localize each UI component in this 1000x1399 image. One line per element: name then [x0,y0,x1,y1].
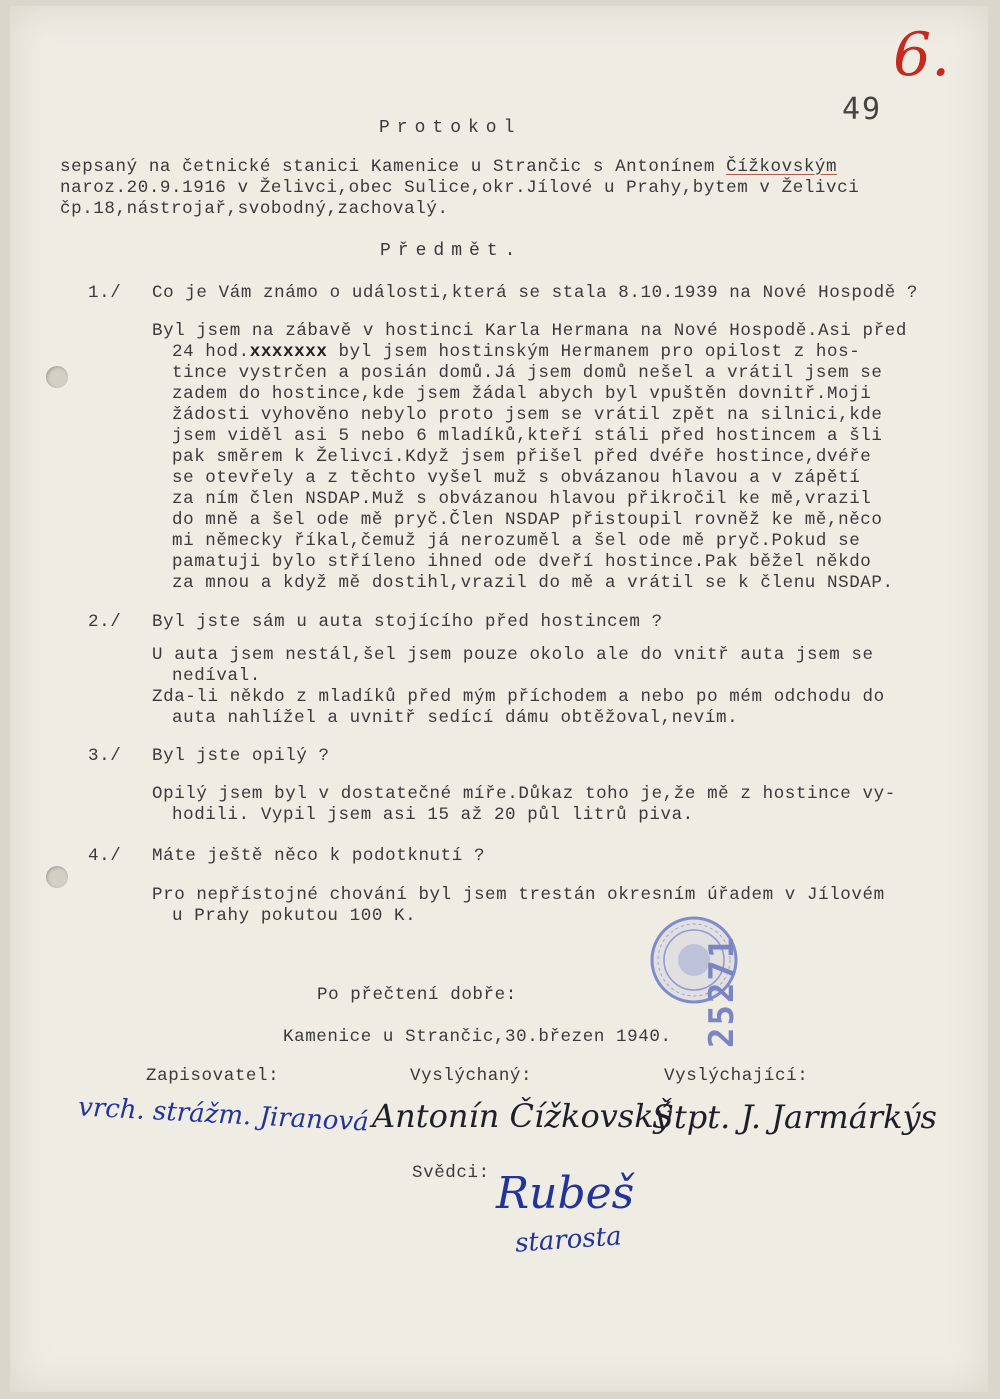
punch-hole [46,366,68,388]
punch-hole [46,866,68,888]
intro-line-3: čp.18,nástrojař,svobodný,zachovalý. [60,199,449,219]
answer-text: 24 hod. [172,342,250,362]
answer-text: byl jsem hostinským Hermanem pro opilost z hos- [327,342,861,362]
closing-phrase: Po přečtení dobře: [317,985,517,1005]
label-interrogator: Vyslýchající: [664,1066,809,1086]
label-recorder: Zapisovatel: [146,1066,280,1086]
answer-line: pamatuji bylo stříleno ihned ode dveří hostince.Pak běžel někdo [172,552,872,572]
question-number: 2./ [88,612,122,632]
intro-text: sepsaný na četnické stanici Kamenice u Strančic s Antonínem [60,157,727,177]
answer-line [172,342,860,363]
answer-line: tince vystrčen a posián domů.Já jsem domů nešel a vrátil jsem se [172,363,883,383]
answer-line: Zda-li někdo z mladíků před mým příchodem a nebo po mém odchodu do [152,687,885,707]
signature-interrogator: Štpt. J. Jarmárkýs [652,1098,937,1136]
intro-line-1 [60,157,837,178]
answer-line: za ním člen NSDAP.Muž s obvázanou hlavou přikročil ke mě,vrazil [172,489,872,509]
question-number: 1./ [88,283,122,303]
label-interrogated: Vyslýchaný: [410,1066,533,1086]
question-text: Máte ještě něco k podotknutí ? [152,846,486,866]
answer-line: auta nahlížel a uvnitř sedící dámu obtěžoval,nevím. [172,708,739,728]
answer-line: Pro nepřístojné chování byl jsem trestán okresním úřadem v Jílovém [152,885,885,905]
signature-witness: Rubeš [496,1168,635,1219]
answer-line: za mnou a když mě dostihl,vrazil do mě a vrátil se k členu NSDAP. [172,573,894,593]
question-text: Co je Vám známo o události,která se stala 8.10.1939 na Nové Hospodě ? [152,283,919,303]
answer-line: u Prahy pokutou 100 K. [172,906,417,926]
surname-underlined: Čížkovským [726,157,838,177]
corner-number: 6. [893,20,951,90]
answer-line: nedíval. [172,666,261,686]
subject-heading: Předmět. [380,241,523,261]
answer-line: jsem viděl asi 5 nebo 6 mladíků,kteří stáli před hostincem a šli [172,426,883,446]
signature-recorder: vrch. strážm. Jiranová [77,1092,370,1138]
answer-line: žádosti vyhověno nebylo proto jsem se vrátil zpět na silnici,kde [172,405,883,425]
answer-line: Opilý jsem byl v dostatečné míře.Důkaz toho je,že mě z hostince vy- [152,784,896,804]
struck-out-text: xxxxxxx [249,342,328,362]
answer-line: Byl jsem na zábavě v hostinci Karla Hermana na Nové Hospodě.Asi před [152,321,907,341]
answer-line: zadem do hostince,kde jsem žádal abych byl vpuštěn dovnitř.Moji [172,384,872,404]
answer-line: se otevřely a z těchto vyšel muž s obvázanou hlavou a v zápětí [172,468,861,488]
document-title: Protokol [379,118,522,138]
intro-line-2: naroz.20.9.1916 v Želivci,obec Sulice,okr.Jílové u Prahy,bytem v Želivci [60,178,860,198]
signature-interrogated: Antonín Čížkovský [372,1097,672,1135]
question-text: Byl jste sám u auta stojícího před hostincem ? [152,612,663,632]
page-number: 49 [842,92,883,127]
question-text: Byl jste opilý ? [152,746,330,766]
stamp-number: 25271 [702,935,742,1048]
label-witnesses: Svědci: [412,1163,490,1183]
answer-line: do mně a šel ode mě pryč.Člen NSDAP přistoupil rovněž ke mě,něco [172,510,883,530]
answer-line: pak směrem k Želivci.Když jsem přišel před dvéře hostince,dvéře [172,447,872,467]
signature-witness-role: starosta [514,1221,623,1259]
answer-line: hodili. Vypil jsem asi 15 až 20 půl litrů piva. [172,805,694,825]
answer-line: U auta jsem nestál,šel jsem pouze okolo ale do vnitř auta jsem se [152,645,874,665]
question-number: 4./ [88,846,122,866]
place-and-date: Kamenice u Strančic,30.březen 1940. [283,1027,672,1047]
question-number: 3./ [88,746,122,766]
answer-line: mi německy říkal,čemuž já nerozuměl a šel ode mě pryč.Pokud se [172,531,861,551]
